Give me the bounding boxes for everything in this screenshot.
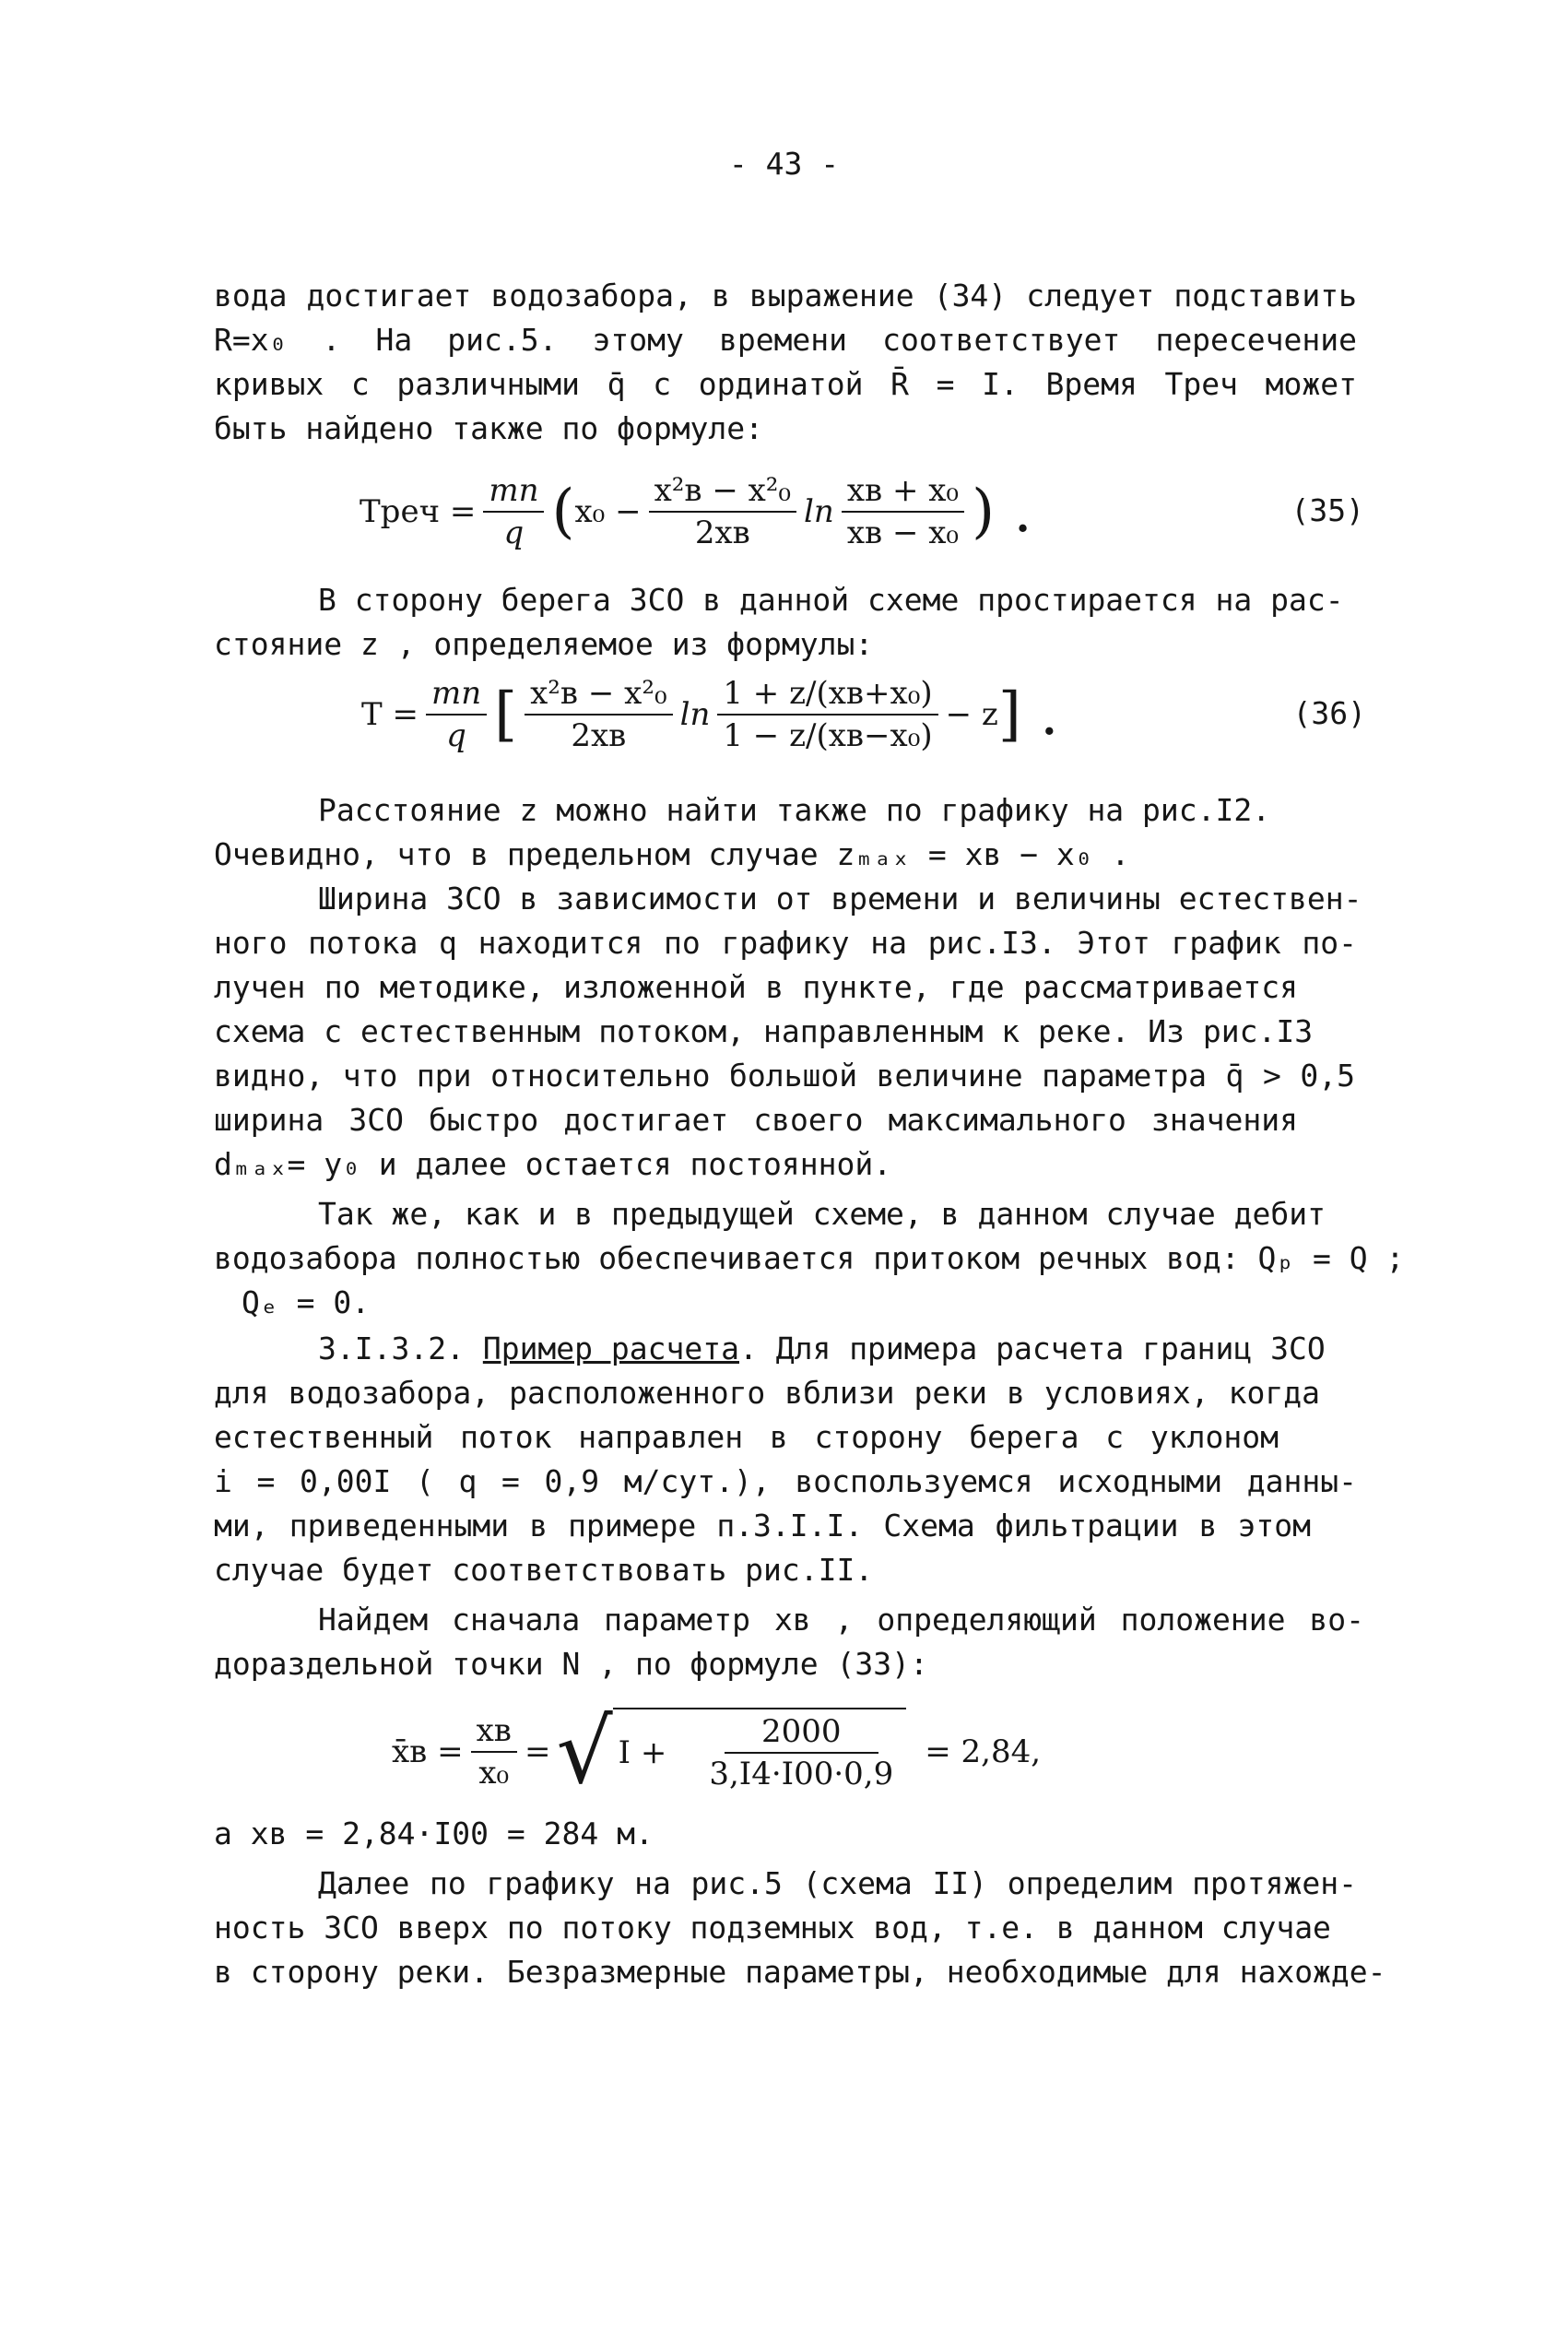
text-line: ширина ЗСО быстро достигает своего максимального значения [214,1102,1298,1138]
text-line: ность ЗСО вверх по потоку подземных вод, т.е. в данном случае [214,1910,1331,1946]
eq35-ln: ln [804,493,834,530]
eq35-frac1-den: 2xв [694,514,750,551]
text-line: для водозабора, расположенного вблизи реки в условиях, когда [214,1375,1320,1411]
eq33-lhs: x̄в = [392,1733,464,1770]
page-number: - 43 - [728,146,840,182]
eq35-close-paren: ) . [972,478,1032,546]
text-line: Ширина ЗСО в зависимости от времени и величины естествен- [318,881,1362,917]
text-line: i = 0,00I ( q = 0,9 м/сут.), воспользуемся исходными данны- [214,1463,1357,1499]
eq36-frac1-den: 2xв [571,717,627,754]
eq35-frac2-num: xв + x₀ [842,472,964,513]
eq36-frac2-den: 1 − z/(xв−x₀) [723,717,933,754]
eq33-result: = 2,84, [925,1733,1042,1770]
text-line [318,1328,1357,1370]
equation-36 [361,664,1366,765]
text-line: Так же, как и в предыдущей схеме, в данном случае дебит [318,1196,1326,1232]
text-line: видно, что при относительно большой величине параметра q̄ > 0,5 [214,1058,1355,1094]
eq33-sqrt-body [613,1708,907,1796]
text-line: в сторону реки. Безразмерные параметры, необходимые для нахожде- [214,1954,1386,1990]
equation-33 [392,1687,1397,1816]
sqrt-radical-icon: √ [556,1700,613,1804]
eq33-one-plus: I + [618,1734,667,1771]
text-line: случае будет соответствовать рис.II. [214,1552,874,1588]
eq36-coef-num: mn [426,675,487,716]
text-line: быть найдено также по формуле: [214,410,764,446]
eq35-open-paren: ( [551,478,575,546]
equation-35 [360,461,1364,562]
text-line: а xв = 2,84·I00 = 284 м. [214,1816,654,1851]
eq33-inner-num: 2000 [725,1713,878,1754]
eq35-x0: x₀ − [574,493,642,530]
text-line: В сторону берега ЗСО в данной схеме простирается на рас- [318,582,1344,618]
eq36-frac1 [525,675,672,754]
eq36-frac2-num: 1 + z/(xв+x₀) [717,675,937,716]
section-line-rest: . Для примера расчета границ ЗСО [738,1331,1326,1366]
text-line: естественный поток направлен в сторону берега с уклоном [214,1419,1279,1455]
eq35-frac1 [649,472,796,551]
eq33-inner-den: 3,I4·I00·0,9 [709,1756,894,1792]
section-title: Пример расчета [482,1331,739,1366]
eq36-close-bracket: ] . [997,680,1059,749]
eq36-frac2 [717,675,937,754]
eq36-frac1-num: x²в − x²₀ [525,675,672,716]
eq35-lhs: Tреч = [360,493,477,530]
eq35-coef-den: q [503,514,525,551]
text-line: кривых с различными q̄ с ординатой R̄ = I. Время Tреч может [214,366,1357,402]
text-line: лучен по методике, изложенной в пункте, где рассматривается [214,969,1298,1005]
text-line: R=x₀ . На рис.5. этому времени соответствует пересечение [214,322,1357,358]
eq36-lhs: T = [361,696,419,733]
eq33-sqrt [556,1700,906,1804]
eq35-coef [483,472,544,551]
text-line: водозабора полностью обеспечивается притоком речных вод: Qₚ = Q ; [214,1240,1405,1276]
eq36-ln: ln [679,696,711,733]
text-line: вода достигает водозабора, в выражение (34) следует подставить [214,278,1357,313]
eq33-frac [471,1712,517,1792]
eq33-frac-num: xв [471,1712,517,1753]
text-line: схема с естественным потоком, направленным к реке. Из рис.I3 [214,1013,1314,1049]
eq36-minus-z: − z [945,696,998,733]
text-line: Расстояние z можно найти также по графику на рис.I2. [318,792,1271,828]
eq36-number: (36) [1292,695,1366,731]
eq35-frac2 [842,472,964,551]
eq35-coef-num: mn [483,472,544,513]
eq35-frac2-den: xв − x₀ [846,514,960,551]
eq35-number: (35) [1291,492,1364,528]
section-number: 3.I.3.2. [318,1331,465,1366]
text-line: Очевидно, что в предельном случае zₘₐₓ = xв − x₀ . [214,836,1130,872]
eq33-inner-frac [703,1713,899,1792]
text-line: дораздельной точки N , по формуле (33): [214,1646,928,1682]
eq36-coef-den: q [446,717,466,754]
text-line: Найдем сначала параметр xв , определяющий положение во- [318,1602,1364,1638]
text-line: ного потока q находится по графику на рис.I3. Этот график по- [214,925,1357,961]
eq35-frac1-num: x²в − x²₀ [649,472,796,513]
eq36-open-bracket: [ [494,680,518,749]
eq33-equals: = [524,1733,551,1770]
text-line: Qₑ = 0. [242,1284,371,1320]
text-line: ми, приведенными в примере п.3.I.I. Схема фильтрации в этом [214,1508,1311,1543]
eq36-coef [426,675,487,754]
text-line: стояние z , определяемое из формулы: [214,626,874,662]
text-line: dₘₐₓ= y₀ и далее остается постоянной. [214,1146,892,1182]
eq33-frac-den: x₀ [478,1755,510,1792]
text-line: Далее по графику на рис.5 (схема II) определим протяжен- [318,1865,1357,1901]
